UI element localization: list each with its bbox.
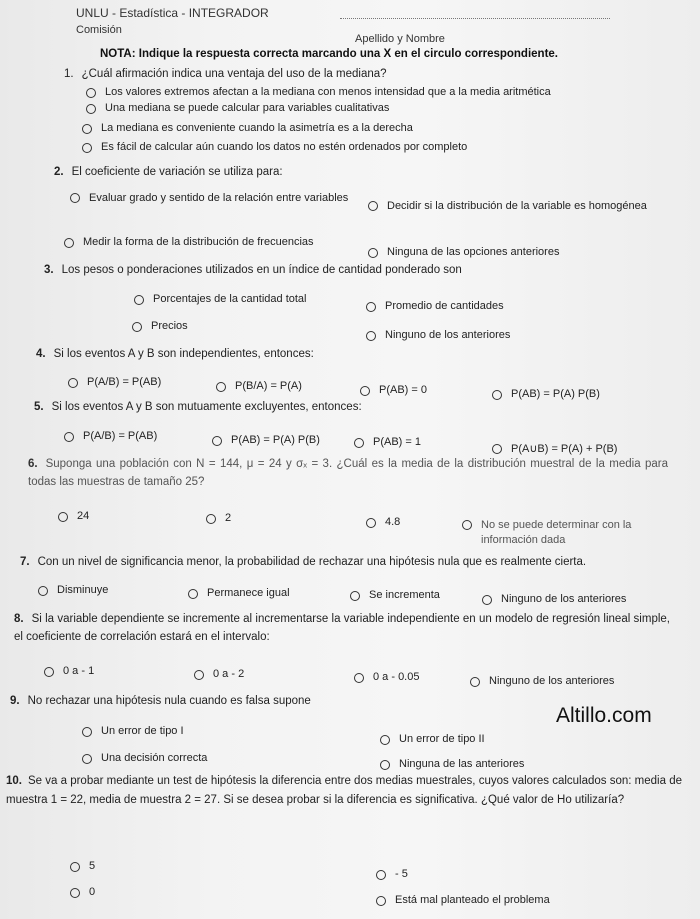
radio-circle[interactable] (492, 444, 502, 454)
radio-circle[interactable] (354, 438, 364, 448)
q4-option-4[interactable] (492, 388, 600, 400)
question-9 (10, 695, 311, 707)
watermark-text: Altillo.com (556, 704, 652, 727)
radio-circle[interactable] (82, 143, 92, 153)
question-number: 4. (36, 348, 46, 360)
radio-circle[interactable] (86, 88, 96, 98)
radio-circle[interactable] (38, 586, 48, 596)
q9-option-2[interactable] (380, 733, 485, 745)
option-label: P(B/A) = P(A) (235, 380, 302, 392)
radio-circle[interactable] (492, 390, 502, 400)
radio-circle[interactable] (68, 378, 78, 388)
header-comision: Comisión (76, 24, 122, 36)
radio-circle[interactable] (194, 670, 204, 680)
option-label: Decidir si la distribución de la variable es homogénea (387, 200, 647, 212)
option-label: 24 (77, 510, 90, 522)
radio-circle[interactable] (86, 104, 96, 114)
option-label: Un error de tipo I (101, 725, 184, 737)
q6-option-2[interactable] (206, 512, 231, 524)
radio-circle[interactable] (70, 888, 80, 898)
q8-option-3[interactable] (354, 671, 419, 683)
radio-circle[interactable] (44, 667, 54, 677)
option-label: Una mediana se puede calcular para variables cualitativas (105, 102, 390, 114)
q10-option-4[interactable] (376, 894, 550, 906)
question-number: 9. (10, 695, 20, 707)
q4-option-1[interactable] (68, 376, 161, 388)
q7-option-4[interactable] (482, 593, 626, 605)
q5-option-4[interactable] (492, 442, 617, 455)
option-label: P(AB) = 1 (373, 436, 421, 448)
radio-circle[interactable] (70, 862, 80, 872)
q10-option-2[interactable] (376, 868, 408, 880)
question-text: ¿Cuál afirmación indica una ventaja del uso de la mediana? (81, 68, 387, 80)
question-text: Se va a probar mediante un test de hipótesis la diferencia entre dos medias muestrales, cuyos valores calculados son: media de muestra 1 = 22, media de muestra 2 = 27. Si se desea probar si la diferencia es significativa. ¿Qué valor de Ho utilizaría? (6, 775, 682, 806)
option-label: Evaluar grado y sentido de la relación entre variables (89, 192, 349, 204)
radio-circle[interactable] (380, 760, 390, 770)
header-name-line (340, 18, 610, 19)
q7-option-2[interactable] (188, 587, 290, 599)
q10-option-3[interactable] (70, 886, 95, 898)
header-course: UNLU - Estadística - INTEGRADOR (76, 6, 269, 20)
question-number: 7. (20, 556, 30, 568)
option-label: Disminuye (57, 584, 109, 596)
option-label: Ninguno de los anteriores (501, 593, 627, 605)
question-number: 10. (6, 775, 22, 787)
radio-circle[interactable] (368, 248, 378, 258)
radio-circle[interactable] (82, 754, 92, 764)
question-text: Con un nivel de significancia menor, la probabilidad de rechazar una hipótesis nula que es realmente cierta. (37, 556, 587, 568)
q9-option-1[interactable] (82, 725, 184, 737)
q6-option-3[interactable] (366, 516, 400, 528)
q4-option-3[interactable] (360, 384, 427, 396)
radio-circle[interactable] (462, 520, 472, 530)
radio-circle[interactable] (64, 432, 74, 442)
radio-circle[interactable] (212, 436, 222, 446)
q7-option-1[interactable] (38, 584, 108, 596)
question-3 (44, 264, 462, 276)
radio-circle[interactable] (376, 870, 386, 880)
q3-option-1[interactable] (134, 293, 307, 305)
q10-option-1[interactable] (70, 860, 95, 872)
option-label: Los valores extremos afectan a la mediana con menos intensidad que a la media aritmética (105, 86, 551, 98)
question-text: Si los eventos A y B son mutuamente excluyentes, entonces: (51, 401, 362, 413)
option-label: Ninguno de los anteriores (489, 675, 615, 687)
option-label: 4.8 (385, 516, 401, 528)
option-label: 0 (89, 886, 96, 898)
question-2 (54, 166, 283, 178)
question-number: 2. (54, 166, 64, 178)
radio-circle[interactable] (206, 514, 216, 524)
question-text: Si los eventos A y B son independientes, entonces: (53, 348, 314, 360)
radio-circle[interactable] (366, 331, 376, 341)
question-number: 5. (34, 401, 44, 413)
option-label: Un error de tipo II (399, 733, 485, 745)
question-7 (20, 556, 586, 568)
radio-circle[interactable] (70, 193, 80, 203)
q2-option-4[interactable] (368, 246, 559, 258)
note: NOTA: Indique la respuesta correcta marcando una X en el circulo correspondiente. (100, 48, 558, 60)
header-apellido: Apellido y Nombre (355, 33, 445, 45)
option-label: 0 a - 2 (213, 668, 245, 680)
radio-circle[interactable] (376, 896, 386, 906)
q1-option-2[interactable] (86, 102, 389, 114)
q6-option-1[interactable] (58, 510, 89, 522)
q2-option-3[interactable] (64, 236, 314, 248)
q2-option-1[interactable] (70, 191, 350, 206)
radio-circle[interactable] (132, 322, 142, 332)
option-label: Porcentajes de la cantidad total (153, 293, 307, 305)
q5-option-3[interactable] (354, 436, 421, 448)
radio-circle[interactable] (366, 518, 376, 528)
q1-option-1[interactable] (86, 86, 551, 98)
q9-option-4[interactable] (380, 758, 524, 770)
radio-circle[interactable] (380, 735, 390, 745)
option-label: P(A∪B) = P(A) + P(B) (511, 443, 618, 455)
q4-option-2[interactable] (216, 380, 302, 392)
radio-circle[interactable] (216, 382, 226, 392)
radio-circle[interactable] (58, 512, 68, 522)
q8-option-2[interactable] (194, 668, 244, 680)
option-label: P(AB) = 0 (379, 384, 427, 396)
question-text: No rechazar una hipótesis nula cuando es falsa supone (27, 695, 311, 707)
radio-circle[interactable] (368, 201, 378, 211)
radio-circle[interactable] (82, 124, 92, 134)
radio-circle[interactable] (82, 727, 92, 737)
question-text: Si la variable dependiente se incremente al incrementarse la variable independiente en un modelo de regresión lineal simple, el coeficiente de correlación estará en el intervalo: (14, 613, 670, 643)
q3-option-3[interactable] (132, 320, 188, 332)
question-6 (28, 455, 668, 491)
option-label: P(A/B) = P(AB) (83, 430, 158, 442)
question-text: El coeficiente de variación se utiliza para: (71, 166, 283, 178)
option-label: 5 (89, 860, 96, 872)
question-1 (64, 68, 387, 80)
radio-circle[interactable] (354, 673, 364, 683)
option-label: Está mal planteado el problema (395, 894, 550, 906)
option-label: Una decisión correcta (101, 752, 208, 764)
option-label: Permanece igual (207, 587, 290, 599)
option-label: Se incrementa (369, 589, 440, 601)
option-label: La mediana es conveniente cuando la asimetría es a la derecha (101, 122, 413, 134)
option-label: 0 a - 1 (63, 665, 95, 677)
radio-circle[interactable] (64, 238, 74, 248)
option-label: No se puede determinar con la información dada (481, 519, 632, 546)
q1-option-4[interactable] (82, 141, 467, 153)
option-label: 0 a - 0.05 (373, 671, 420, 683)
radio-circle[interactable] (350, 591, 360, 601)
question-text: Los pesos o ponderaciones utilizados en un índice de cantidad ponderado son (61, 264, 462, 276)
q8-option-4[interactable] (470, 675, 614, 687)
q1-option-3[interactable] (82, 122, 413, 134)
option-label: Es fácil de calcular aún cuando los datos no estén ordenados por completo (101, 141, 468, 153)
option-label: P(AB) = P(A) P(B) (511, 388, 600, 400)
q3-option-4[interactable] (366, 329, 510, 341)
option-label: Promedio de cantidades (385, 300, 504, 312)
question-number: 6. (28, 458, 38, 470)
radio-circle[interactable] (134, 295, 144, 305)
radio-circle[interactable] (360, 386, 370, 396)
option-label: Medir la forma de la distribución de frecuencias (83, 236, 314, 248)
q7-option-3[interactable] (350, 589, 440, 601)
q3-option-2[interactable] (366, 300, 504, 312)
q2-option-2[interactable] (368, 199, 648, 214)
question-4 (36, 348, 314, 360)
q8-option-1[interactable] (44, 665, 94, 677)
option-label: Ninguno de los anteriores (385, 329, 511, 341)
option-label: Precios (151, 320, 188, 332)
radio-circle[interactable] (366, 302, 376, 312)
question-text: Suponga una población con N = 144, μ = 24 y σₓ = 3. ¿Cuál es la media de la distribución muestral de la media para todas las muestras de tamaño 25? (28, 458, 668, 488)
q5-option-2[interactable] (212, 434, 320, 446)
question-number: 3. (44, 264, 54, 276)
question-10 (6, 772, 682, 810)
option-label: 2 (225, 512, 232, 524)
radio-circle[interactable] (470, 677, 480, 687)
question-number: 8. (14, 613, 24, 625)
radio-circle[interactable] (482, 595, 492, 605)
q5-option-1[interactable] (64, 430, 157, 442)
q6-option-4[interactable] (462, 518, 648, 548)
option-label: Ninguna de las anteriores (399, 758, 525, 770)
question-5 (34, 401, 362, 413)
q9-option-3[interactable] (82, 752, 207, 764)
option-label: P(A/B) = P(AB) (87, 376, 162, 388)
question-8 (14, 610, 670, 646)
option-label: - 5 (395, 868, 408, 880)
question-number: 1. (64, 68, 74, 80)
option-label: P(AB) = P(A) P(B) (231, 434, 320, 446)
option-label: Ninguna de las opciones anteriores (387, 246, 560, 258)
radio-circle[interactable] (188, 589, 198, 599)
